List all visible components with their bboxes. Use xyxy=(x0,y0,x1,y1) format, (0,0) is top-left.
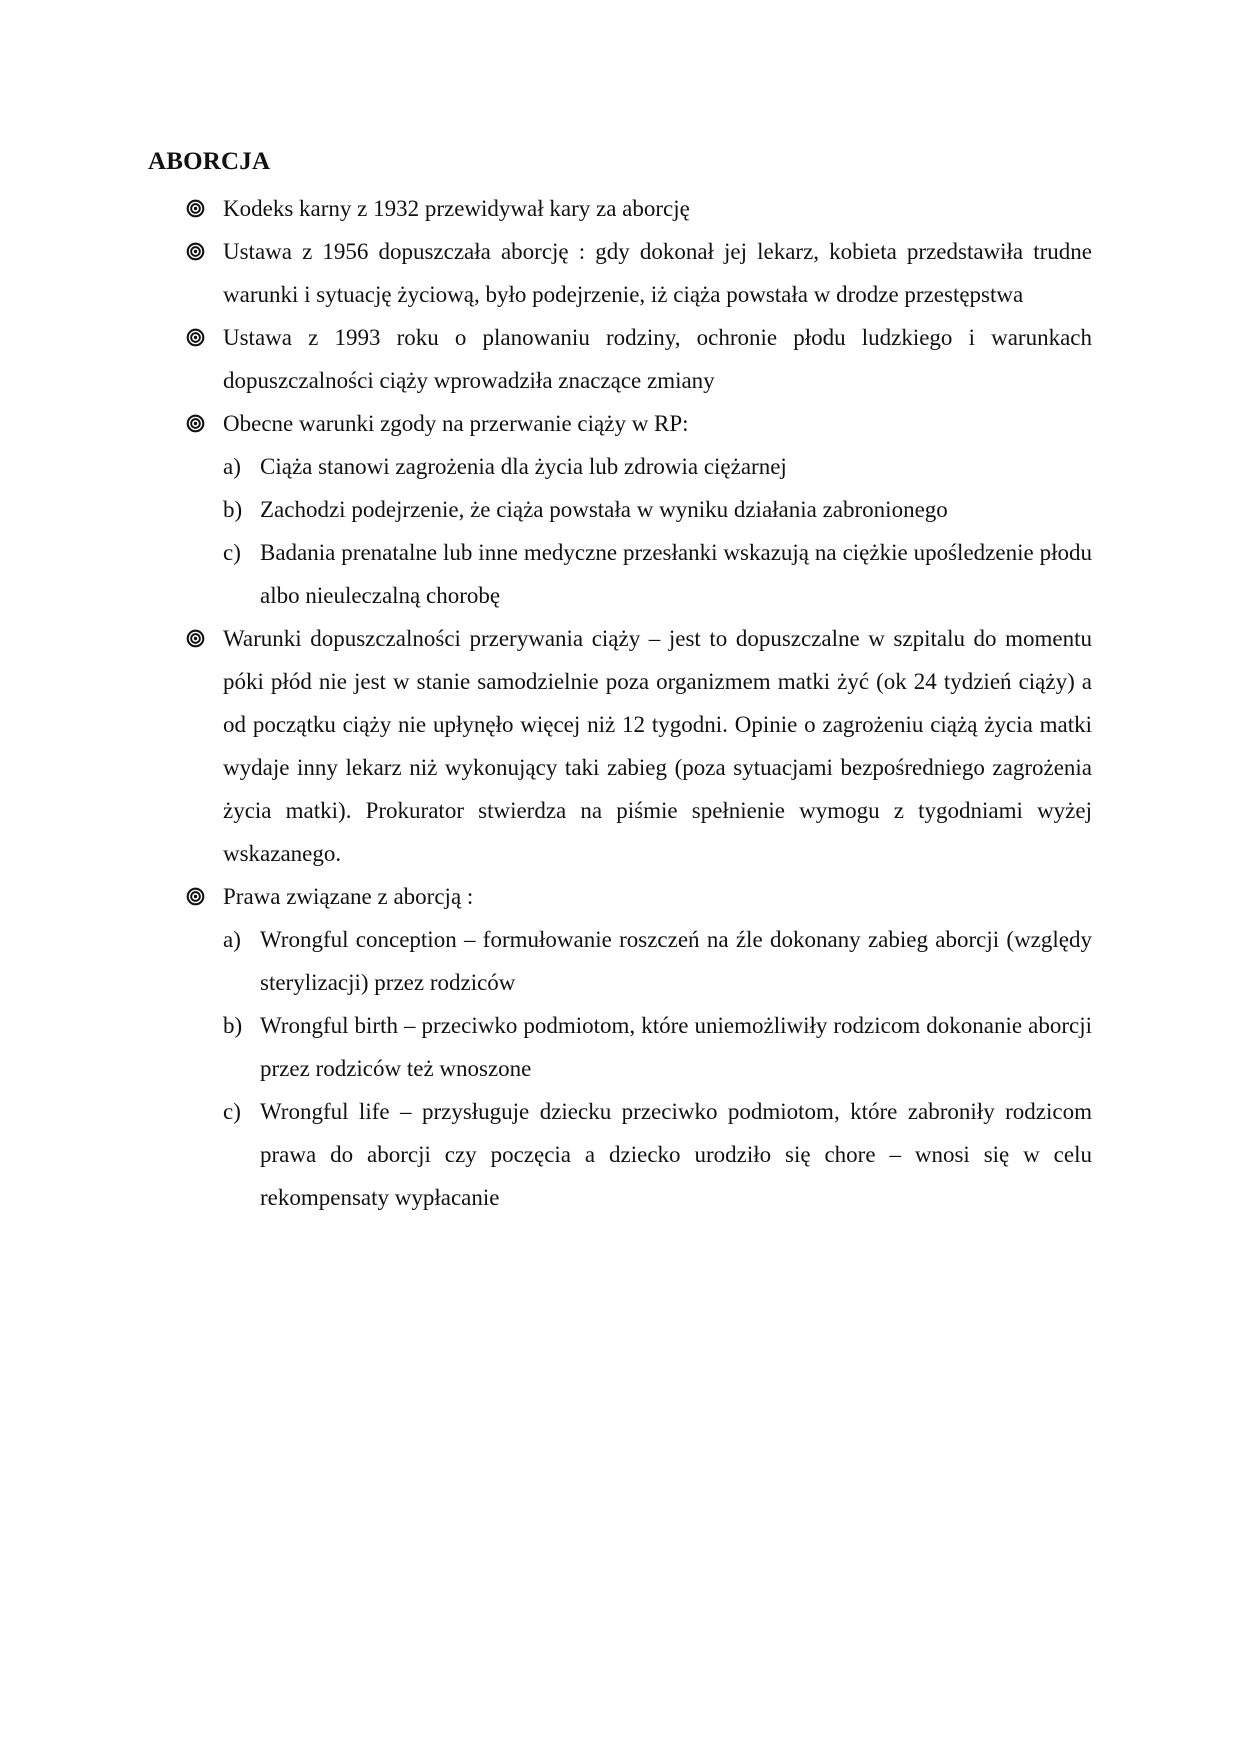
sublist-marker: b) xyxy=(223,497,243,522)
main-list-item-text: Prawa związane z aborcją : xyxy=(223,884,474,909)
document-title: ABORCJA xyxy=(148,148,271,175)
main-list-item xyxy=(148,617,1092,875)
main-list-item-text: Kodeks karny z 1932 przewidywał kary za aborcję xyxy=(223,196,690,221)
sublist-item-text: Ciąża stanowi zagrożenia dla życia lub zdrowia ciężarnej xyxy=(260,454,787,479)
sublist-marker: b) xyxy=(223,1013,243,1038)
sublist-item xyxy=(223,445,1092,488)
rights-sublist xyxy=(223,918,1092,1219)
main-list-item-text: Ustawa z 1993 roku o planowaniu rodziny, ochronie płodu ludzkiego i warunkach dopuszczalności ciąży wprowadziła znaczące zmiany xyxy=(223,325,1092,393)
main-list xyxy=(148,187,1092,1219)
sublist-item xyxy=(223,918,1092,1004)
main-list-item xyxy=(148,875,1092,1219)
concentric-circle-bullet-icon xyxy=(186,629,205,648)
concentric-circle-bullet-icon xyxy=(186,199,205,218)
concentric-circle-bullet-icon xyxy=(186,414,205,433)
main-list-item xyxy=(148,187,1092,230)
sublist-item-text: Badania prenatalne lub inne medyczne przesłanki wskazują na ciężkie upośledzenie płodu albo nieuleczalną chorobę xyxy=(260,540,1092,608)
sublist-item-text: Zachodzi podejrzenie, że ciąża powstała w wyniku działania zabronionego xyxy=(260,497,948,522)
main-list-item xyxy=(148,402,1092,617)
main-list-item-text: Warunki dopuszczalności przerywania ciąży – jest to dopuszczalne w szpitalu do momentu póki płód nie jest w stanie samodzielnie poza organizmem matki żyć (ok 24 tydzień ciąży) a od początku ciąży nie upłynęło więcej niż 12 tygodni. Opinie o zagrożeniu ciążą życia matki wydaje inny lekarz niż wykonujący taki zabieg (poza sytuacjami bezpośredniego zagrożenia życia matki). Prokurator stwierdza na piśmie spełnienie wymogu z tygodniami wyżej wskazanego. xyxy=(223,626,1092,866)
concentric-circle-bullet-icon xyxy=(186,887,205,906)
sublist-marker: c) xyxy=(223,1099,241,1124)
sublist-item-text: Wrongful birth – przeciwko podmiotom, które uniemożliwiły rodzicom dokonanie aborcji przez rodziców też wnoszone xyxy=(260,1013,1092,1081)
main-list-item xyxy=(148,316,1092,402)
sublist-item-text: Wrongful conception – formułowanie roszczeń na źle dokonany zabieg aborcji (względy sterylizacji) przez rodziców xyxy=(260,927,1092,995)
main-list-item-text: Obecne warunki zgody na przerwanie ciąży w RP: xyxy=(223,411,689,436)
main-list-item xyxy=(148,230,1092,316)
concentric-circle-bullet-icon xyxy=(186,328,205,347)
concentric-circle-bullet-icon xyxy=(186,242,205,261)
sublist-item xyxy=(223,1004,1092,1090)
main-list-item-text: Ustawa z 1956 dopuszczała aborcję : gdy dokonał jej lekarz, kobieta przedstawiła trudne warunki i sytuację życiową, było podejrzenie, iż ciąża powstała w drodze przestępstwa xyxy=(223,239,1092,307)
sublist-item xyxy=(223,1090,1092,1219)
sublist-marker: a) xyxy=(223,927,241,952)
sublist-item xyxy=(223,488,1092,531)
conditions-sublist xyxy=(223,445,1092,617)
sublist-item-text: Wrongful life – przysługuje dziecku przeciwko podmiotom, które zabroniły rodzicom prawa do aborcji czy poczęcia a dziecko urodziło się chore – wnosi się w celu rekompensaty wypłacanie xyxy=(260,1099,1092,1210)
sublist-marker: a) xyxy=(223,454,241,479)
sublist-item xyxy=(223,531,1092,617)
sublist-marker: c) xyxy=(223,540,241,565)
